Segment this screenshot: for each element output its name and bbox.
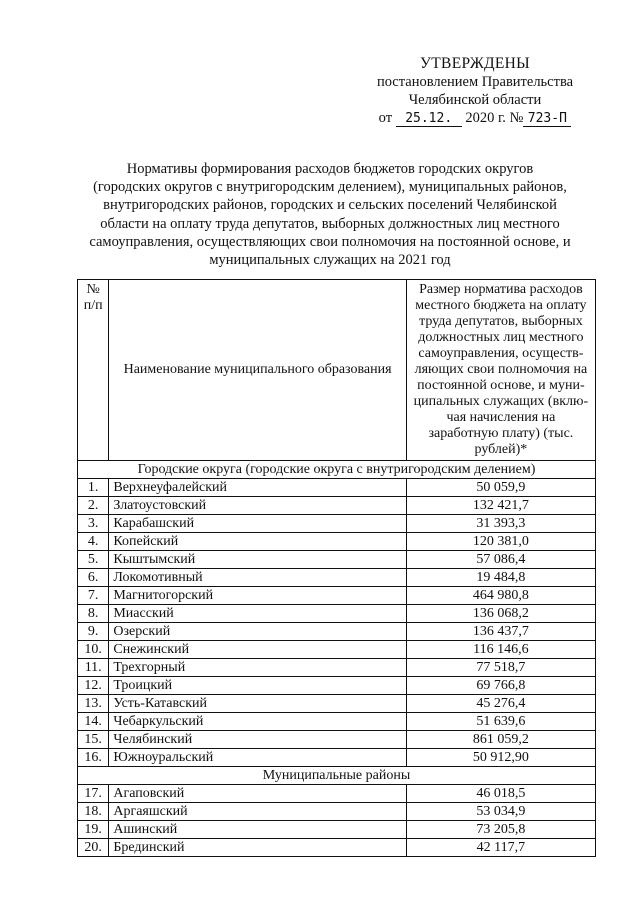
row-name: Усть-Катавский [109,695,406,713]
table-row [78,587,596,605]
section-row [78,767,596,785]
row-value: 31 393,3 [406,515,595,533]
row-value: 120 381,0 [406,533,595,551]
row-value: 53 034,9 [406,803,595,821]
row-name: Озерский [109,623,406,641]
row-number: 3. [78,515,109,533]
section-title: Муниципальные районы [78,767,596,785]
approval-line-1: постановлением Правительства [376,74,574,90]
row-value: 51 639,6 [406,713,595,731]
table-row [78,659,596,677]
approval-date: 25.12. [396,111,462,127]
approval-block [360,55,590,127]
table-row [78,731,596,749]
row-name: Челябинский [109,731,406,749]
table-row [78,749,596,767]
row-name: Чебаркульский [109,713,406,731]
row-name: Миасский [109,605,406,623]
row-value: 69 766,8 [406,677,595,695]
row-number: 20. [78,839,109,857]
row-name: Агаповский [109,785,406,803]
header-num: № п/п [78,280,109,461]
approval-line-2: Челябинской области [408,92,542,108]
approval-prefix: от [378,110,393,126]
row-number: 13. [78,695,109,713]
table-row [78,533,596,551]
table-row [78,677,596,695]
table-row [78,803,596,821]
row-number: 14. [78,713,109,731]
table-row [78,785,596,803]
row-name: Магнитогорский [109,587,406,605]
row-value: 42 117,7 [406,839,595,857]
row-number: 15. [78,731,109,749]
row-number: 1. [78,479,109,497]
row-value: 19 484,8 [406,569,595,587]
row-name: Снежинский [109,641,406,659]
row-number: 9. [78,623,109,641]
row-name: Карабашский [109,515,406,533]
row-value: 116 146,6 [406,641,595,659]
table-row [78,497,596,515]
row-name: Брединский [109,839,406,857]
row-number: 4. [78,533,109,551]
row-value: 861 059,2 [406,731,595,749]
header-name: Наименование муниципального образования [109,280,406,461]
title-line: области на оплату труда депутатов, выборных должностных лиц местного [100,215,560,232]
row-value: 464 980,8 [406,587,595,605]
row-name: Южноуральский [109,749,406,767]
table-row [78,605,596,623]
row-number: 5. [78,551,109,569]
row-number: 17. [78,785,109,803]
table-row [78,569,596,587]
table-row [78,839,596,857]
table-row [78,713,596,731]
row-number: 10. [78,641,109,659]
table-row [78,479,596,497]
table-row [78,551,596,569]
row-value: 73 205,8 [406,821,595,839]
row-number: 7. [78,587,109,605]
row-name: Кыштымский [109,551,406,569]
row-name: Ашинский [109,821,406,839]
table-row [78,695,596,713]
row-number: 12. [78,677,109,695]
table-header-row [78,280,596,461]
table-row [78,821,596,839]
table-row [78,515,596,533]
row-name: Златоустовский [109,497,406,515]
section-title: Городские округа (городские округа с внутригородским делением) [78,461,596,479]
row-number: 8. [78,605,109,623]
row-name: Троицкий [109,677,406,695]
table-row [78,641,596,659]
row-name: Аргаяшский [109,803,406,821]
row-number: 19. [78,821,109,839]
header-value: Размер норматива расходов местного бюджета на оплату труда депутатов, выборных должностных лиц местного самоуправления, осуществ-ляющих свои полномочия на постоянной основе, и муни-ципальных служащих (вклю-чая начисления на заработную плату) (тыс. рублей)* [406,280,595,461]
row-value: 46 018,5 [406,785,595,803]
approval-year: 2020 г. № [465,110,524,126]
row-number: 6. [78,569,109,587]
row-name: Трехгорный [109,659,406,677]
row-value: 136 437,7 [406,623,595,641]
row-value: 50 059,9 [406,479,595,497]
row-value: 57 086,4 [406,551,595,569]
approval-dateline [360,109,590,127]
title-line: муниципальных служащих на 2021 год [209,252,451,269]
row-value: 45 276,4 [406,695,595,713]
document-title [60,160,600,269]
norms-table [77,279,596,857]
row-name: Копейский [109,533,406,551]
row-number: 16. [78,749,109,767]
row-number: 18. [78,803,109,821]
row-value: 136 068,2 [406,605,595,623]
approval-heading: УТВЕРЖДЕНЫ [420,55,530,72]
table-body [78,461,596,857]
row-number: 2. [78,497,109,515]
row-name: Верхнеуфалейский [109,479,406,497]
row-value: 50 912,90 [406,749,595,767]
row-name: Локомотивный [109,569,406,587]
approval-number: 723-П [523,111,571,127]
section-row [78,461,596,479]
title-line: Нормативы формирования расходов бюджетов городских округов [126,161,534,177]
row-number: 11. [78,659,109,677]
row-value: 77 518,7 [406,659,595,677]
table-row [78,623,596,641]
title-line: внутригородских районов, городских и сельских поселений Челябинской [103,197,557,214]
title-line: самоуправления, осуществляющих свои полномочия на постоянной основе, и [89,233,571,250]
row-value: 132 421,7 [406,497,595,515]
title-line: (городских округов с внутригородским делением), муниципальных районов, [93,179,567,196]
